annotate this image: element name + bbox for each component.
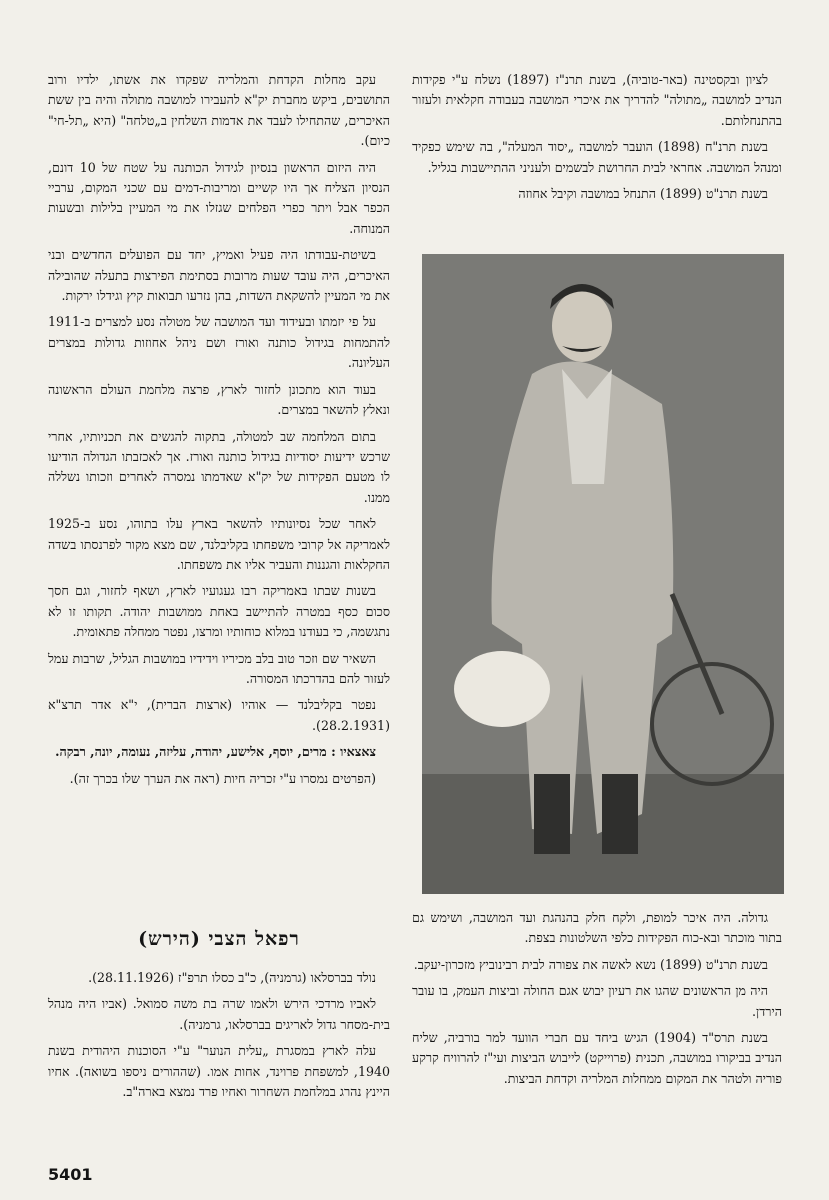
paragraph: בשיטת-עבודתו היה פעיל ואמיץ, יחד עם הפועלים החדשים ובני האיכרים, היה עובד שעות מרובות בסתימת הפירצות בתעלה שהובילה את מי המעיין להשקאת השדות, בהן נזרעו תבואות קיץ וגידלו ירקות. — [48, 247, 390, 304]
paragraph: בעוד הוא מתכונן לחזור לארץ, פרצה מלחמת העולם הראשונה ונאלץ להשאר במצרים. — [48, 381, 390, 418]
paragraph: בשנת תרנ"ט (1899) התנחל במושבה וקיבל אחוזה — [518, 186, 768, 202]
paragraph: גדולה. היה איכר למופת, ולקח חלק בהנהגת ועד המושבה, ושימש גם בתור מוכתר ובא-כוח הפקידות כלפי השלטונות בצפת. — [412, 910, 782, 946]
paragraph: בתום המלחמה שב למטולה, בתקוה להגשים את תכניותיו, אחרי שרכש ידיעות יסודיות בגידול כותנה ואורז. אך לאכזבתו הגדולה הודיעו לו מטעם הפקידות של יק"א שאדמתו נמסרה לאחרים וזכותו נשללה ממנו. — [48, 428, 390, 505]
descendants-list: צאצאיו : מרים, יוסף, אלישע, יהודה, עליזה, נעומה, יונה, רבקה. — [55, 744, 376, 760]
paragraph: היה היזום הראשון בנסיון לגידול הכותנה על שטח של 10 דונם, הנסיון הצליח אך היו קשיים ומריבות-דמים עם שכני המקום, ערביי הכפר אבל ויתר כפרי הפלחים שגזלו את מי המעיין בלילות ובשעות המנוחה. — [48, 159, 390, 236]
right-column-bottom — [412, 908, 782, 1095]
paragraph: לאחר שכל נסיונותיו להשאר בארץ עלו בתוהו, נסע ב-1925 לאמריקה אל קרובי משפחתו בקליבלנד, שם מצא מקור לפרנסתו בשדה החקלאות והגננות והעביר אליו את משפחתו. — [48, 516, 390, 572]
paragraph: בשנת תרנ"ט (1899) נשא לאשה את צפורה לבית רבינוביץ מזכרון-יעקב. — [413, 956, 768, 972]
paragraph: נפטר בקליבלנד — אוהיו (ארצות הברית), י"א אדר תרצ"א (28.2.1931). — [48, 697, 390, 733]
right-column-top — [412, 70, 782, 210]
paragraph: היה מן הראשונים שהגו את רעיון יבוש אגם החולה וביצות העמק, בו עובר הירדן. — [412, 983, 782, 1019]
page-number: 5401 — [48, 1165, 93, 1184]
paragraph: עקב מחלות הקדחת והמלריה שפקדו את אשתו, ילדיו ורוב התושבים, ביקש מחברת יק"א להעבירו למושבה מתולה והיה בין ששת האיכרים, שהתחילו לעבד את אדמות השלחין ב„טלחה" (היא „תל-חי" כיום). — [48, 72, 390, 149]
paragraph: לאביו מרדכי הירש ולאמו שרה בת משה סמואל. (אביו היה מנהל בית-מסחר גדול לאריגים בברסלאו, גרמניה). — [48, 996, 390, 1032]
paragraph: לציון ובקסטינה (באר-טוביה), בשנת תרנ"ז (1897) נשלח ע"י פקידות הנדיב למושבה „מתולה" להדריך את איכרי המושבה בעבודה חקלאית ולעזור בהתנחלותם. — [412, 72, 782, 128]
paragraph: בשנות שבתו באמריקה רבו געגועיו לארץ, ושאף לחזור, וגם חסך סכום כסף במטרה להתיישב באחת ממושבות יהודה. תקותו זו לא נתגשמה, כי בעודנו במלוא כוחותיו ומרצו, נפטר ממחלה פתאומית. — [48, 583, 390, 640]
paragraph: בשנת תרס"ד (1904) הגיש ביחד עם חברי הוועד למר בורביה, שליח הנדיב בביקורו במושבה, תכנית (פרוייקט) לייבוש הביצות ועי"ז להרוויח קרקע פוריה ולטהר את המקום ממחלות המלריה וקדחת הביצות. — [412, 1030, 782, 1086]
section-title: רפאל הצבי (הירש) — [138, 928, 300, 950]
paragraph: השאיר שם וזכר טוב בלב מכיריו וידידיו במושבות הגליל, שרבות עמל לעזור להם בהדרכתו המסורה. — [48, 650, 390, 686]
paragraph: עלה לארץ במסגרת „עלית הנוער" ע"י הסוכנות היהודית בשנת 1940, למשפחת פרוינד, אחות אמו. (שההורים ניספו בשואה). אחיו היינץ נהרג במלחמת השחרור ואחיו פרד נמצא בארה"ב. — [48, 1043, 390, 1100]
paragraph: נולד בברסלאו (גרמניה), כ"ב כסלו תרפ"ז (28.11.1926). — [88, 970, 376, 985]
left-column — [48, 70, 390, 795]
left-column-bottom — [48, 968, 390, 1108]
paragraph: (הפרטים נמסרו ע"י זכריה חיות (ראה את הערך שלו בכרך זה). — [69, 770, 376, 786]
paragraph: על פי יזמתו ובעידוד ועד המושבה של מטולה נסע למצרים ב-1911 להתמחות בגידול כותנה ואורז ושם ניהל אחוזות גדולות במצרים העליונה. — [48, 314, 390, 371]
paragraph: בשנת תרנ"ח (1898) הועבר למושבה „יסוד המעלה", בה שימש כפקיד ומנהל המושבה. אחראי לבית החרושת לבשמים ולעניני ההתיישבות בגליל. — [412, 139, 782, 175]
portrait-photo — [422, 254, 784, 894]
